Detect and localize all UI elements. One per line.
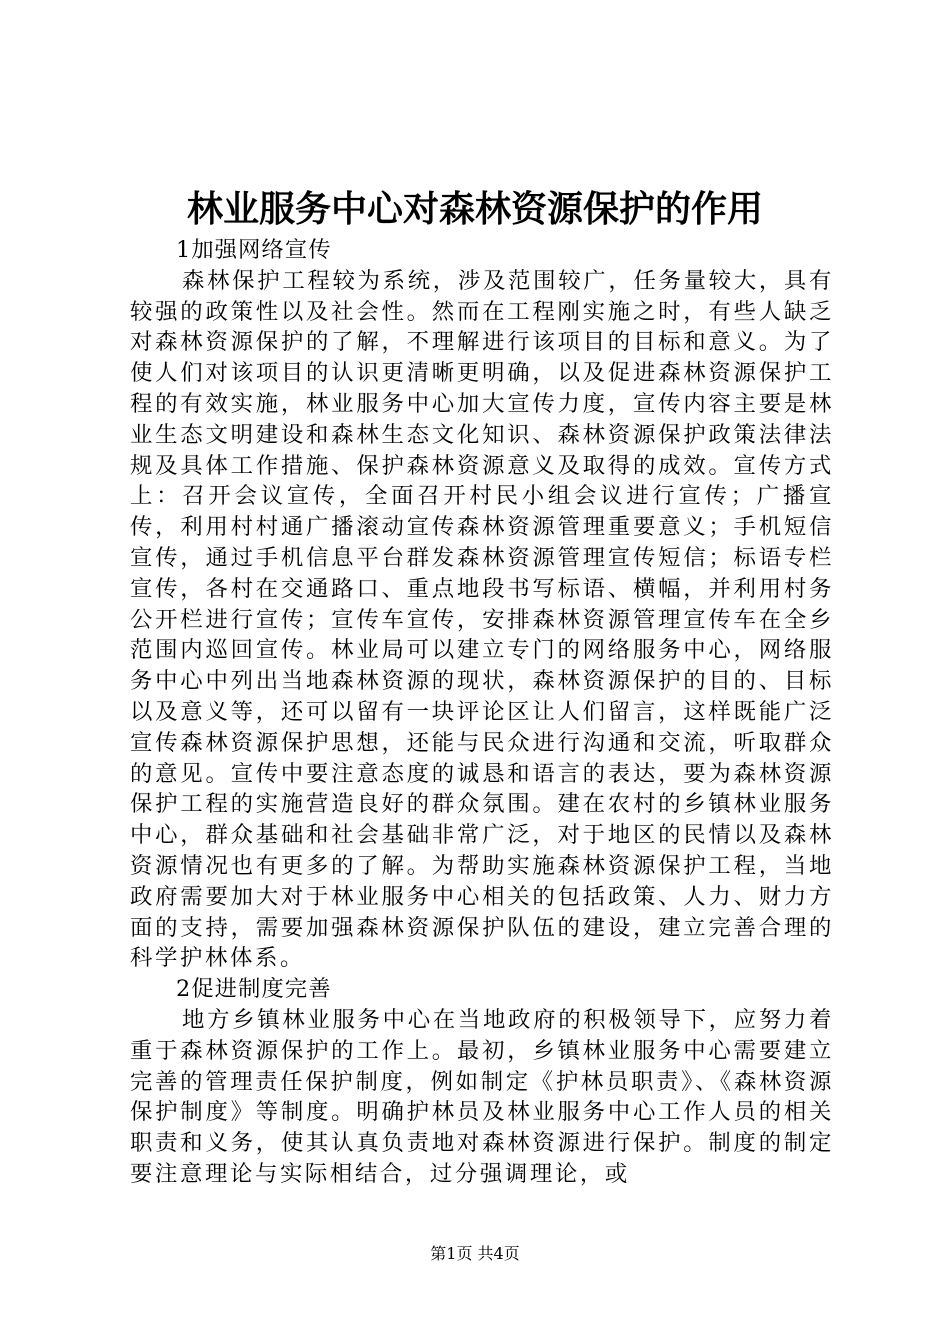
page-footer: 第1页 共4页 (430, 1244, 520, 1263)
document-body (130, 235, 834, 1190)
section-heading: 1加强网络宣传 (176, 237, 332, 263)
section-paragraph: 森林保护工程较为系统，涉及范围较广，任务量较大，具有较强的政策性以及社会性。然而在工程刚实施之时，有些人缺乏对森林资源保护的了解，不理解进行该项目的目标和意义。为了使人们对该项目的认识更清晰更明确，以及促进森林资源保护工程的有效实施，林业服务中心加大宣传力度，宣传内容主要是林业生态文明建设和森林生态文化知识、森林资源保护政策法律法规及具体工作措施、保护森林资源意义及取得的成效。宣传方式上：召开会议宣传，全面召开村民小组会议进行宣传；广播宣传，利用村村通广播滚动宣传森林资源管理重要意义；手机短信宣传，通过手机信息平台群发森林资源管理宣传短信；标语专栏宣传，各村在交通路口、重点地段书写标语、横幅，并利用村务公开栏进行宣传；宣传车宣传，安排森林资源管理宣传车在全乡范围内巡回宣传。林业局可以建立专门的网络服务中心，网络服务中心中列出当地森林资源的现状，森林资源保护的目的、目标以及意义等，还可以留有一块评论区让人们留言，这样既能广泛宣传森林资源保护思想，还能与民众进行沟通和交流，听取群众的意见。宣传中要注意态度的诚恳和语言的表达，要为森林资源保护工程的实施营造良好的群众氛围。建在农村的乡镇林业服务中心，群众基础和社会基础非常广泛，对于地区的民情以及森林资源情况也有更多的了解。为帮助实施森林资源保护工程，当地政府需要加大对于林业服务中心相关的包括政策、人力、财力方面的支持，需要加强森林资源保护队伍的建设，建立完善合理的科学护林体系。 (130, 267, 834, 972)
section-heading: 2促进制度完善 (176, 976, 332, 1003)
section-paragraph: 地方乡镇林业服务中心在当地政府的积极领导下，应努力着重于森林资源保护的工作上。最初，乡镇林业服务中心需要建立完善的管理责任保护制度，例如制定《护林员职责》、《森林资源保护制度》等制度。明确护林员及林业服务中心工作人员的相关职责和义务，使其认真负责地对森林资源进行保护。制度的制定要注意理论与实际相结合，过分强调理论，或 (130, 1006, 834, 1187)
document-title: 林业服务中心对森林资源保护的作用 (186, 189, 763, 230)
